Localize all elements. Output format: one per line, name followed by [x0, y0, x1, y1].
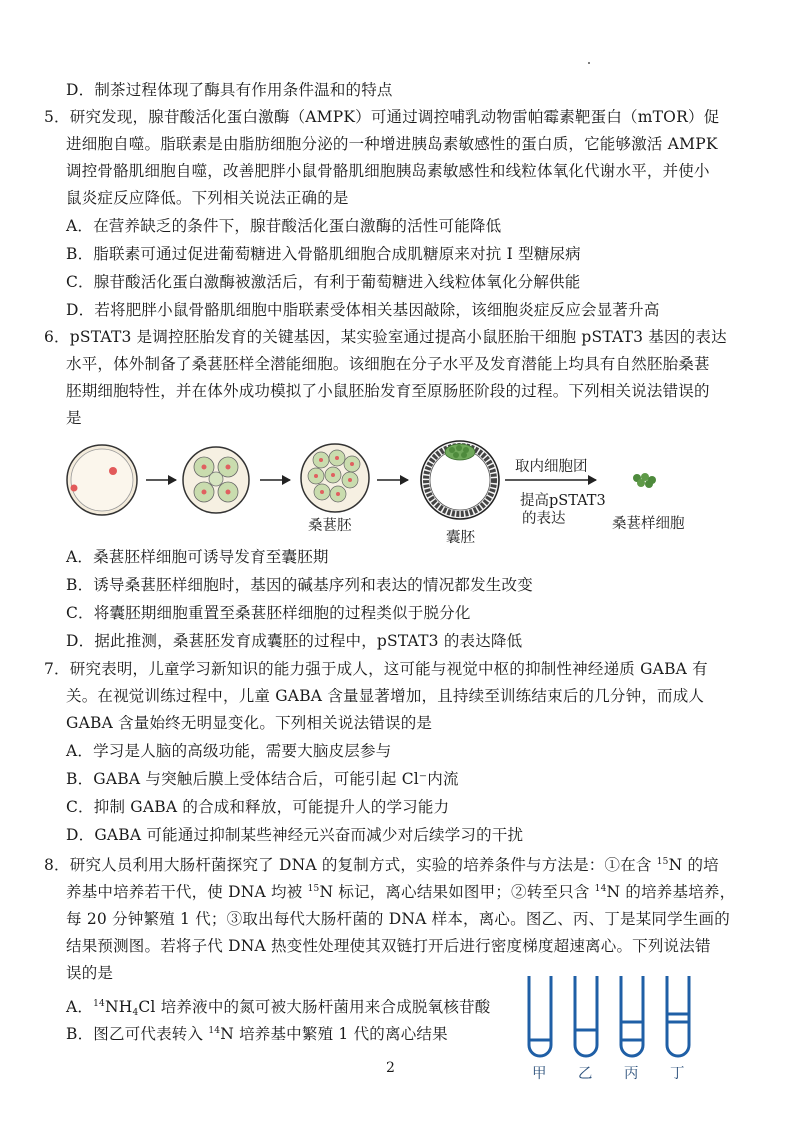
text-line: 水平，体外制备了桑葚胚样全潜能细胞。该细胞在分子水平及发育潜能上均具有自然胚胎桑葚	[66, 355, 710, 373]
zygote-cell	[67, 445, 137, 515]
q8-line-1: 8．研究人员利用大肠杆菌探究了 DNA 的复制方式，实验的培养条件与方法是：①在含 $^{15}$N 的培	[44, 856, 719, 874]
four-cell-embryo	[183, 447, 249, 513]
text-line: 5．研究发现，腺苷酸活化蛋白激酶（AMPK）可通过调控哺乳动物雷帕霉素靶蛋白（mTOR）促	[44, 108, 720, 126]
arrow-label-bottom-1: 提高pSTAT3	[520, 493, 606, 509]
q8-line-5: 误的是	[66, 964, 114, 982]
tube-label: 丙	[624, 1066, 639, 1082]
centrifuge-tubes-figure	[510, 970, 710, 1070]
q8-line-3: 每 20 分钟繁殖 1 代；③取出每代大肠杆菌的 DNA 样本，离心。图乙、丙、丁是某同学生画的	[66, 910, 730, 928]
centrifuge-tube	[575, 976, 597, 1056]
tube-label: 乙	[578, 1066, 593, 1082]
text-line: 进细胞自噬。脂联素是由脂肪细胞分泌的一种增进胰岛素敏感性的蛋白质，它能够激活 AMPK	[66, 135, 718, 153]
tube-label: 丁	[670, 1066, 685, 1082]
text-line: 调控骨骼肌细胞自噬，改善肥胖小鼠骨骼肌细胞胰岛素敏感性和线粒体氧化代谢水平，并使小	[66, 162, 710, 180]
q8-option-b: B．图乙可代表转入 $^{14}$N 培养基中繁殖 1 代的离心结果	[66, 1025, 448, 1043]
morula-embryo	[301, 444, 369, 512]
speck	[588, 62, 590, 64]
q8-line-4: 结果预测图。若将子代 DNA 热变性处理使其双链打开后进行密度梯度超速离心。下列说法错	[66, 937, 711, 955]
centrifuge-tube	[667, 976, 689, 1056]
text-line: A．学习是人脑的高级功能，需要大脑皮层参与	[66, 742, 392, 760]
text-line: 6．pSTAT3 是调控胚胎发育的关键基因，某实验室通过提高小鼠胚胎干细胞 pSTAT3 基因的表达	[44, 328, 727, 346]
text-line: 关。在视觉训练过程中，儿童 GABA 含量显著增加，且持续至训练结束后的几分钟，而成人	[66, 687, 705, 705]
result-label: 桑葚样细胞	[612, 516, 685, 532]
centrifuge-tube	[621, 976, 643, 1056]
text-line: C．将囊胚期细胞重置至桑葚胚样细胞的过程类似于脱分化	[66, 604, 471, 622]
arrow-label-top: 取内细胞团	[515, 459, 588, 475]
centrifuge-tube	[529, 976, 551, 1056]
morula-like-cells	[633, 473, 656, 488]
text-line: C．腺苷酸活化蛋白激酶被激活后，有利于葡萄糖进入线粒体氧化分解供能	[66, 273, 581, 291]
text-line: A．桑葚胚样细胞可诱导发育至囊胚期	[66, 548, 329, 566]
text-line: C．抑制 GABA 的合成和释放，可能提升人的学习能力	[66, 798, 450, 816]
text-line: B．脂联素可通过促进葡萄糖进入骨骼肌细胞合成肌糖原来对抗 I 型糖尿病	[66, 245, 581, 263]
blastocyst-label: 囊胚	[446, 530, 475, 546]
page-number: 2	[386, 1060, 395, 1076]
text-line: D．据此推测，桑葚胚发育成囊胚的过程中，pSTAT3 的表达降低	[66, 632, 523, 650]
text-line: D．制茶过程体现了酶具有作用条件温和的特点	[66, 81, 393, 99]
q8-line-2: 养基中培养若干代，使 DNA 均被 $^{15}$N 标记，离心结果如图甲；②转至只含 $^{14}$N 的培养基培养，	[66, 883, 736, 901]
text-line: 鼠炎症反应降低。下列相关说法正确的是	[66, 189, 349, 207]
q8-option-a: A．$^{14}NH_4Cl$ 培养液中的氮可被大肠杆菌用来合成脱氧核苷酸	[66, 998, 491, 1018]
text-line: 是	[66, 409, 82, 427]
text-line: D．GABA 可能通过抑制某些神经元兴奋而减少对后续学习的干扰	[66, 826, 524, 844]
tube-label: 甲	[532, 1066, 547, 1082]
arrow-label-bottom-2: 的表达	[522, 511, 566, 527]
text-line: B．诱导桑葚胚样细胞时，基因的碱基序列和表达的情况都发生改变	[66, 576, 533, 594]
morula-label: 桑葚胚	[308, 518, 352, 534]
text-line: D．若将肥胖小鼠骨骼肌细胞中脂联素受体相关基因敲除，该细胞炎症反应会显著升高	[66, 301, 660, 319]
text-line: GABA 含量始终无明显变化。下列相关说法错误的是	[66, 714, 433, 732]
text-line: 7．研究表明，儿童学习新知识的能力强于成人，这可能与视觉中枢的抑制性神经递质 GABA 有	[44, 660, 708, 678]
text-line: A．在营养缺乏的条件下，腺苷酸活化蛋白激酶的活性可能降低	[66, 217, 502, 235]
text-line: 胚期细胞特性，并在体外成功模拟了小鼠胚胎发育至原肠胚阶段的过程。下列相关说法错误的	[66, 382, 710, 400]
blastocyst-embryo	[421, 441, 499, 519]
text-line: B．GABA 与突触后膜上受体结合后，可能引起 Cl⁻内流	[66, 770, 459, 788]
